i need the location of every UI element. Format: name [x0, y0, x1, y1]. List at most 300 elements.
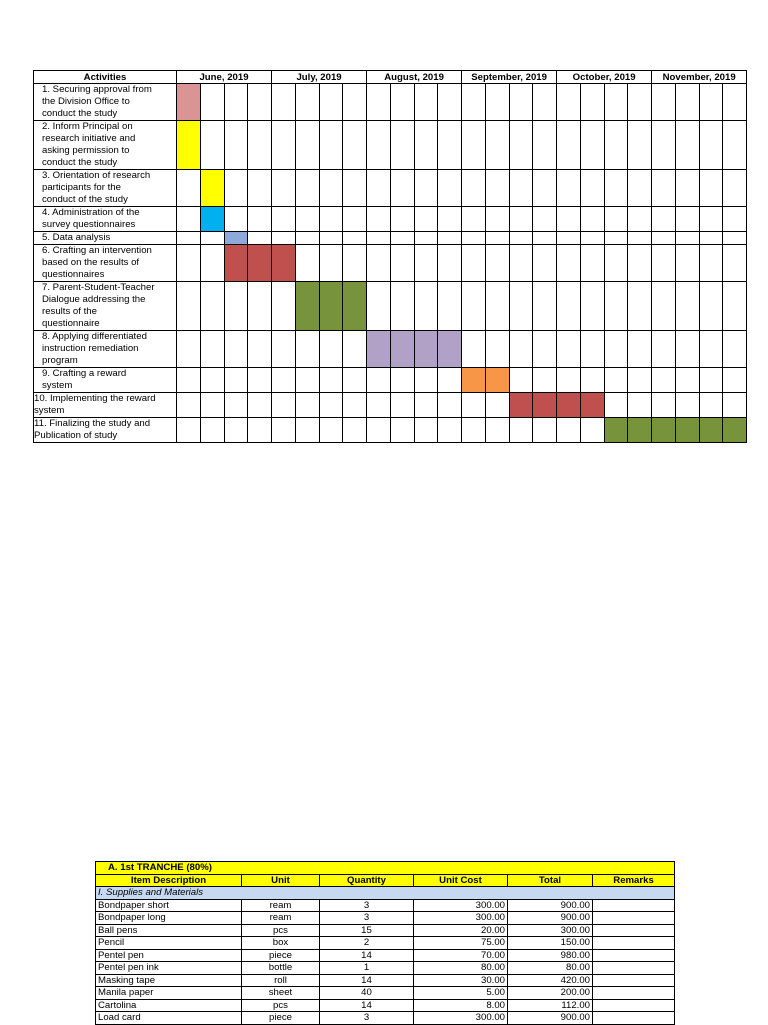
- gantt-empty-cell: [224, 331, 248, 368]
- gantt-empty-cell: [367, 393, 391, 418]
- gantt-empty-cell: [319, 232, 343, 245]
- gantt-empty-cell: [485, 121, 509, 170]
- activity-label: 3. Orientation of research participants for the conduct of the study: [34, 170, 177, 207]
- tranche-row: [96, 862, 675, 875]
- gantt-bar-cell: [533, 393, 557, 418]
- gantt-empty-cell: [675, 232, 699, 245]
- gantt-empty-cell: [438, 393, 462, 418]
- unit-cost-header: Unit Cost: [414, 874, 508, 887]
- gantt-empty-cell: [390, 418, 414, 443]
- gantt-empty-cell: [343, 418, 367, 443]
- item-desc: Pentel pen: [96, 949, 242, 962]
- gantt-empty-cell: [675, 331, 699, 368]
- gantt-empty-cell: [200, 282, 224, 331]
- item-total: 420.00: [508, 974, 593, 987]
- month-header: October, 2019: [557, 71, 652, 84]
- gantt-empty-cell: [272, 282, 296, 331]
- gantt-empty-cell: [414, 245, 438, 282]
- gantt-empty-cell: [533, 418, 557, 443]
- gantt-empty-cell: [248, 84, 272, 121]
- item-remarks: [593, 924, 675, 937]
- gantt-bar-cell: [580, 393, 604, 418]
- gantt-empty-cell: [295, 393, 319, 418]
- gantt-empty-cell: [367, 282, 391, 331]
- gantt-empty-cell: [224, 84, 248, 121]
- gantt-empty-cell: [604, 232, 628, 245]
- gantt-empty-cell: [652, 331, 676, 368]
- gantt-empty-cell: [462, 84, 486, 121]
- gantt-empty-cell: [295, 368, 319, 393]
- activity-row: [34, 282, 747, 331]
- gantt-empty-cell: [367, 232, 391, 245]
- gantt-empty-cell: [367, 170, 391, 207]
- gantt-empty-cell: [509, 170, 533, 207]
- item-cost: 300.00: [414, 1012, 508, 1025]
- item-remarks: [593, 937, 675, 950]
- gantt-empty-cell: [509, 331, 533, 368]
- gantt-empty-cell: [462, 170, 486, 207]
- item-remarks: [593, 899, 675, 912]
- gantt-bar-cell: [390, 331, 414, 368]
- gantt-empty-cell: [675, 207, 699, 232]
- gantt-empty-cell: [604, 170, 628, 207]
- gantt-empty-cell: [604, 207, 628, 232]
- item-unit: pcs: [242, 924, 320, 937]
- gantt-empty-cell: [177, 245, 201, 282]
- gantt-empty-cell: [414, 232, 438, 245]
- item-unit: sheet: [242, 987, 320, 1000]
- month-header: August, 2019: [367, 71, 462, 84]
- activity-label: 11. Finalizing the study and Publication of study: [34, 418, 177, 443]
- gantt-empty-cell: [485, 331, 509, 368]
- gantt-empty-cell: [319, 84, 343, 121]
- gantt-empty-cell: [438, 170, 462, 207]
- remarks-header: Remarks: [593, 874, 675, 887]
- gantt-empty-cell: [557, 84, 581, 121]
- gantt-empty-cell: [224, 282, 248, 331]
- gantt-empty-cell: [343, 170, 367, 207]
- gantt-bar-cell: [628, 418, 652, 443]
- budget-item-row: [96, 937, 675, 950]
- gantt-empty-cell: [652, 84, 676, 121]
- budget-item-row: [96, 1012, 675, 1025]
- gantt-empty-cell: [580, 331, 604, 368]
- gantt-empty-cell: [438, 207, 462, 232]
- gantt-empty-cell: [509, 368, 533, 393]
- gantt-empty-cell: [628, 121, 652, 170]
- gantt-empty-cell: [699, 245, 723, 282]
- gantt-empty-cell: [604, 121, 628, 170]
- gantt-empty-cell: [272, 121, 296, 170]
- gantt-empty-cell: [699, 207, 723, 232]
- item-total: 300.00: [508, 924, 593, 937]
- gantt-bar-cell: [177, 84, 201, 121]
- gantt-bar-cell: [699, 418, 723, 443]
- item-unit: box: [242, 937, 320, 950]
- gantt-empty-cell: [438, 245, 462, 282]
- gantt-empty-cell: [509, 245, 533, 282]
- gantt-empty-cell: [533, 282, 557, 331]
- activity-row: [34, 245, 747, 282]
- item-remarks: [593, 999, 675, 1012]
- gantt-empty-cell: [580, 232, 604, 245]
- gantt-empty-cell: [200, 368, 224, 393]
- gantt-empty-cell: [224, 393, 248, 418]
- gantt-empty-cell: [652, 170, 676, 207]
- gantt-empty-cell: [604, 245, 628, 282]
- gantt-bar-cell: [675, 418, 699, 443]
- gantt-empty-cell: [177, 282, 201, 331]
- gantt-empty-cell: [390, 170, 414, 207]
- gantt-bar-cell: [200, 170, 224, 207]
- gantt-empty-cell: [248, 368, 272, 393]
- activities-header: Activities: [34, 71, 177, 84]
- gantt-empty-cell: [462, 418, 486, 443]
- gantt-empty-cell: [343, 331, 367, 368]
- gantt-empty-cell: [580, 121, 604, 170]
- budget-item-row: [96, 899, 675, 912]
- gantt-empty-cell: [533, 245, 557, 282]
- gantt-empty-cell: [557, 232, 581, 245]
- item-total: 80.00: [508, 962, 593, 975]
- gantt-bar-cell: [414, 331, 438, 368]
- gantt-bar-cell: [224, 232, 248, 245]
- item-qty: 3: [320, 899, 414, 912]
- quantity-header: Quantity: [320, 874, 414, 887]
- gantt-empty-cell: [628, 331, 652, 368]
- gantt-empty-cell: [723, 331, 747, 368]
- gantt-empty-cell: [272, 331, 296, 368]
- activity-row: [34, 170, 747, 207]
- gantt-empty-cell: [295, 207, 319, 232]
- gantt-empty-cell: [509, 84, 533, 121]
- gantt-empty-cell: [224, 368, 248, 393]
- gantt-empty-cell: [557, 282, 581, 331]
- gantt-bar-cell: [272, 245, 296, 282]
- gantt-empty-cell: [319, 245, 343, 282]
- gantt-empty-cell: [295, 170, 319, 207]
- gantt-empty-cell: [390, 232, 414, 245]
- gantt-empty-cell: [723, 170, 747, 207]
- gantt-empty-cell: [509, 282, 533, 331]
- activity-row: [34, 331, 747, 368]
- gantt-empty-cell: [200, 418, 224, 443]
- gantt-empty-cell: [485, 170, 509, 207]
- activity-row: [34, 207, 747, 232]
- gantt-empty-cell: [580, 207, 604, 232]
- item-cost: 5.00: [414, 987, 508, 1000]
- gantt-empty-cell: [295, 121, 319, 170]
- gantt-bar-cell: [343, 282, 367, 331]
- item-total: 980.00: [508, 949, 593, 962]
- tranche-title: A. 1st TRANCHE (80%): [96, 862, 675, 875]
- gantt-empty-cell: [200, 121, 224, 170]
- gantt-empty-cell: [485, 207, 509, 232]
- item-total: 900.00: [508, 899, 593, 912]
- gantt-empty-cell: [533, 207, 557, 232]
- gantt-empty-cell: [699, 84, 723, 121]
- gantt-empty-cell: [438, 232, 462, 245]
- item-remarks: [593, 962, 675, 975]
- gantt-header-row: [34, 71, 747, 84]
- gantt-empty-cell: [343, 245, 367, 282]
- item-unit: piece: [242, 949, 320, 962]
- gantt-empty-cell: [462, 331, 486, 368]
- gantt-empty-cell: [272, 393, 296, 418]
- gantt-bar-cell: [248, 245, 272, 282]
- gantt-empty-cell: [462, 245, 486, 282]
- activity-row: [34, 232, 747, 245]
- gantt-empty-cell: [319, 368, 343, 393]
- activity-label: 9. Crafting a reward system: [34, 368, 177, 393]
- item-unit: piece: [242, 1012, 320, 1025]
- activity-row: [34, 368, 747, 393]
- gantt-empty-cell: [675, 121, 699, 170]
- gantt-empty-cell: [248, 232, 272, 245]
- gantt-empty-cell: [652, 207, 676, 232]
- gantt-empty-cell: [580, 245, 604, 282]
- gantt-empty-cell: [319, 207, 343, 232]
- item-qty: 14: [320, 949, 414, 962]
- gantt-bar-cell: [177, 121, 201, 170]
- gantt-empty-cell: [533, 331, 557, 368]
- gantt-empty-cell: [248, 207, 272, 232]
- month-header: June, 2019: [177, 71, 272, 84]
- gantt-empty-cell: [438, 282, 462, 331]
- gantt-empty-cell: [557, 121, 581, 170]
- gantt-empty-cell: [343, 393, 367, 418]
- gantt-empty-cell: [628, 393, 652, 418]
- gantt-empty-cell: [414, 368, 438, 393]
- gantt-empty-cell: [224, 418, 248, 443]
- gantt-bar-cell: [438, 331, 462, 368]
- gantt-bar-cell: [319, 282, 343, 331]
- gantt-empty-cell: [628, 84, 652, 121]
- gantt-empty-cell: [652, 282, 676, 331]
- item-total: 900.00: [508, 1012, 593, 1025]
- gantt-empty-cell: [580, 368, 604, 393]
- budget-item-row: [96, 912, 675, 925]
- gantt-empty-cell: [248, 393, 272, 418]
- activity-label: 6. Crafting an intervention based on the results of questionnaires: [34, 245, 177, 282]
- activity-label: 2. Inform Principal on research initiative and asking permission to conduct the study: [34, 121, 177, 170]
- gantt-empty-cell: [509, 418, 533, 443]
- gantt-empty-cell: [295, 418, 319, 443]
- gantt-empty-cell: [462, 282, 486, 331]
- activity-row: [34, 418, 747, 443]
- gantt-empty-cell: [699, 170, 723, 207]
- month-header: September, 2019: [462, 71, 557, 84]
- item-remarks: [593, 974, 675, 987]
- gantt-empty-cell: [390, 368, 414, 393]
- gantt-empty-cell: [628, 207, 652, 232]
- gantt-empty-cell: [723, 245, 747, 282]
- item-qty: 14: [320, 999, 414, 1012]
- gantt-empty-cell: [319, 393, 343, 418]
- budget-item-row: [96, 987, 675, 1000]
- activity-row: [34, 393, 747, 418]
- gantt-chart: [33, 70, 747, 443]
- gantt-bar-cell: [723, 418, 747, 443]
- gantt-empty-cell: [390, 393, 414, 418]
- budget-item-row: [96, 924, 675, 937]
- item-qty: 2: [320, 937, 414, 950]
- gantt-empty-cell: [723, 84, 747, 121]
- gantt-empty-cell: [248, 282, 272, 331]
- gantt-empty-cell: [438, 368, 462, 393]
- item-remarks: [593, 1012, 675, 1025]
- gantt-empty-cell: [675, 170, 699, 207]
- budget-item-row: [96, 962, 675, 975]
- gantt-empty-cell: [604, 331, 628, 368]
- gantt-empty-cell: [533, 232, 557, 245]
- gantt-empty-cell: [604, 282, 628, 331]
- gantt-empty-cell: [652, 121, 676, 170]
- activity-label: 5. Data analysis: [34, 232, 177, 245]
- item-desc: Ball pens: [96, 924, 242, 937]
- gantt-empty-cell: [485, 418, 509, 443]
- gantt-empty-cell: [485, 245, 509, 282]
- gantt-empty-cell: [367, 207, 391, 232]
- item-unit: bottle: [242, 962, 320, 975]
- gantt-empty-cell: [438, 84, 462, 121]
- item-remarks: [593, 912, 675, 925]
- gantt-empty-cell: [485, 232, 509, 245]
- gantt-empty-cell: [319, 331, 343, 368]
- gantt-empty-cell: [509, 207, 533, 232]
- budget-item-row: [96, 999, 675, 1012]
- gantt-empty-cell: [224, 170, 248, 207]
- item-qty: 40: [320, 987, 414, 1000]
- gantt-empty-cell: [414, 418, 438, 443]
- gantt-empty-cell: [675, 84, 699, 121]
- gantt-empty-cell: [438, 121, 462, 170]
- gantt-empty-cell: [652, 245, 676, 282]
- item-unit: pcs: [242, 999, 320, 1012]
- gantt-empty-cell: [248, 418, 272, 443]
- item-qty: 1: [320, 962, 414, 975]
- gantt-empty-cell: [628, 170, 652, 207]
- item-unit: roll: [242, 974, 320, 987]
- gantt-empty-cell: [272, 84, 296, 121]
- gantt-empty-cell: [533, 170, 557, 207]
- gantt-empty-cell: [343, 121, 367, 170]
- gantt-empty-cell: [177, 418, 201, 443]
- gantt-empty-cell: [414, 121, 438, 170]
- gantt-empty-cell: [295, 84, 319, 121]
- gantt-bar-cell: [485, 368, 509, 393]
- item-desc: Bondpaper long: [96, 912, 242, 925]
- item-cost: 75.00: [414, 937, 508, 950]
- budget-header-row: [96, 874, 675, 887]
- gantt-empty-cell: [367, 418, 391, 443]
- item-cost: 20.00: [414, 924, 508, 937]
- item-desc: Bondpaper short: [96, 899, 242, 912]
- gantt-empty-cell: [557, 207, 581, 232]
- gantt-empty-cell: [414, 393, 438, 418]
- gantt-empty-cell: [628, 245, 652, 282]
- activity-row: [34, 84, 747, 121]
- gantt-bar-cell: [652, 418, 676, 443]
- gantt-empty-cell: [699, 232, 723, 245]
- gantt-empty-cell: [319, 170, 343, 207]
- item-total: 200.00: [508, 987, 593, 1000]
- gantt-empty-cell: [628, 368, 652, 393]
- gantt-empty-cell: [675, 282, 699, 331]
- gantt-empty-cell: [272, 170, 296, 207]
- gantt-empty-cell: [652, 232, 676, 245]
- gantt-empty-cell: [390, 282, 414, 331]
- activity-label: 10. Implementing the reward system: [34, 393, 177, 418]
- gantt-empty-cell: [533, 121, 557, 170]
- gantt-empty-cell: [438, 418, 462, 443]
- activity-row: [34, 121, 747, 170]
- gantt-empty-cell: [177, 170, 201, 207]
- gantt-empty-cell: [224, 121, 248, 170]
- item-total: 900.00: [508, 912, 593, 925]
- gantt-empty-cell: [557, 368, 581, 393]
- gantt-empty-cell: [390, 207, 414, 232]
- item-unit: ream: [242, 912, 320, 925]
- gantt-empty-cell: [652, 393, 676, 418]
- gantt-empty-cell: [177, 393, 201, 418]
- month-header: July, 2019: [272, 71, 367, 84]
- gantt-empty-cell: [414, 207, 438, 232]
- gantt-empty-cell: [580, 170, 604, 207]
- item-desc: Masking tape: [96, 974, 242, 987]
- item-desc: Load card: [96, 1012, 242, 1025]
- gantt-empty-cell: [295, 232, 319, 245]
- gantt-empty-cell: [604, 84, 628, 121]
- gantt-empty-cell: [723, 282, 747, 331]
- budget-table: [95, 861, 675, 1025]
- gantt-empty-cell: [462, 232, 486, 245]
- gantt-bar-cell: [224, 245, 248, 282]
- gantt-empty-cell: [699, 368, 723, 393]
- gantt-empty-cell: [343, 368, 367, 393]
- gantt-empty-cell: [628, 232, 652, 245]
- gantt-empty-cell: [604, 393, 628, 418]
- gantt-empty-cell: [272, 207, 296, 232]
- gantt-bar-cell: [604, 418, 628, 443]
- gantt-empty-cell: [723, 121, 747, 170]
- gantt-empty-cell: [272, 232, 296, 245]
- month-header: November, 2019: [652, 71, 747, 84]
- gantt-empty-cell: [699, 121, 723, 170]
- gantt-empty-cell: [699, 393, 723, 418]
- gantt-empty-cell: [462, 121, 486, 170]
- item-total: 150.00: [508, 937, 593, 950]
- item-qty: 3: [320, 1012, 414, 1025]
- gantt-empty-cell: [557, 418, 581, 443]
- gantt-empty-cell: [557, 331, 581, 368]
- gantt-bar-cell: [367, 331, 391, 368]
- item-desc: Manila paper: [96, 987, 242, 1000]
- gantt-empty-cell: [177, 368, 201, 393]
- item-total: 112.00: [508, 999, 593, 1012]
- gantt-empty-cell: [319, 121, 343, 170]
- gantt-empty-cell: [699, 282, 723, 331]
- gantt-empty-cell: [723, 393, 747, 418]
- item-desc: Cartolina: [96, 999, 242, 1012]
- gantt-empty-cell: [628, 282, 652, 331]
- item-cost: 70.00: [414, 949, 508, 962]
- gantt-empty-cell: [533, 84, 557, 121]
- gantt-bar-cell: [509, 393, 533, 418]
- gantt-empty-cell: [652, 368, 676, 393]
- gantt-empty-cell: [390, 121, 414, 170]
- item-cost: 8.00: [414, 999, 508, 1012]
